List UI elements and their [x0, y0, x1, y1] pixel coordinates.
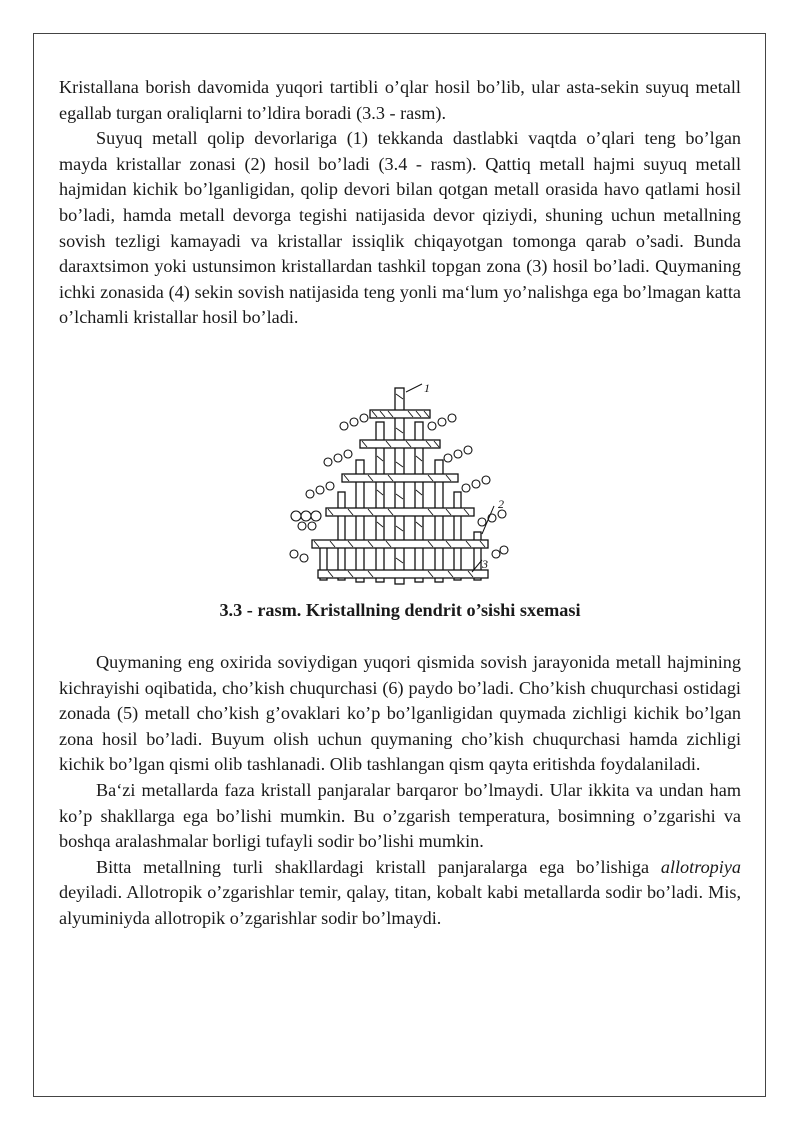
paragraph-2: Suyuq metall qolip devorlariga (1) tekkanda dastlabki vaqtda o’qlari teng bo’lgan mayda kristallar zonasi (2) hosil bo’ladi (3.4 - rasm). Qattiq metall hajmi suyuq metall hajmidan kichik bo’lganligidan, qolip devori bilan qotgan metall orasida havo qatlami hosil bo’ladi, hamda metall devorga tegishi natijasida devor qiziydi, shuning uchun metallning sovish tezligi kamayadi va kristallar issiqlik chiqayotgan tomonga qarab o’sadi. Bunda daraxtsimon yoki ustunsimon kristallardan tashkil topgan zona (3) hosil bo’ladi. Quymaning ichki zonasida (4) sekin sovish natijasida teng yonli ma‘lum yo’nalishga ega bo’lmagan katta o’lchamli kristallar hosil bo’ladi.: [59, 128, 741, 328]
figure-label-2: 2: [498, 497, 504, 511]
paragraph-5-start: Bitta metallning turli shakllardagi kristall panjaralarga ega bo’lishiga: [96, 856, 661, 877]
allotropiya-term: allotropiya: [660, 856, 741, 877]
paragraph-5: [59, 855, 741, 932]
top-text-section: [59, 75, 741, 331]
dendrite-drawing: [282, 382, 522, 592]
paragraph-4: Ba‘zi metallarda faza kristall panjaralar barqaror bo’lmaydi. Ular ikkita va undan ham ko’p shakllarga ega bo’lishi mumkin. Bu o’zgarish temperatura, bosimning o’zgarishi va boshqa aralashmalar borligi tufayli sodir bo’lishi mumkin.: [59, 779, 741, 852]
dendrite-figure: [282, 382, 522, 592]
paragraph-1: Kristallana borish davomida yuqori tartibli o’qlar hosil bo’lib, ular asta-sekin suyuq metall egallab turgan oraliqlarni to’ldira boradi (3.3 - rasm).: [59, 77, 741, 123]
figure-label-1: 1: [424, 382, 430, 395]
figure-label-3: 3: [482, 557, 488, 571]
bottom-text-section: [59, 650, 741, 932]
paragraph-5-rest: deyiladi. Allotropik o’zgarishlar temir, qalay, titan, kobalt kabi metallarda sodir bo’ladi. Mis, alyuminiyda allotropik o’zgarishlar sodir bo’lmaydi.: [59, 882, 741, 928]
paragraph-3: Quymaning eng oxirida soviydigan yuqori qismida sovish jarayonida metall hajmining kichrayishi oqibatida, cho’kish chuqurchasi (6) paydo bo’ladi. Cho’kish chuqurchasi ostidagi zonada (5) metall cho’kish g’ovaklari ko’p bo’lganligidan quymada zichligi kichik bo’lgan zona hosil bo’ladi. Buyum olish uchun quymaning cho’kish chuqurchasi hamda zichligi kichik bo’lgan qismi olib tashlanadi. Olib tashlangan qism qayta eritishda foydalaniladi.: [59, 652, 741, 775]
figure-caption: 3.3 - rasm. Kristallning dendrit o’sishi sxemasi: [219, 600, 581, 620]
